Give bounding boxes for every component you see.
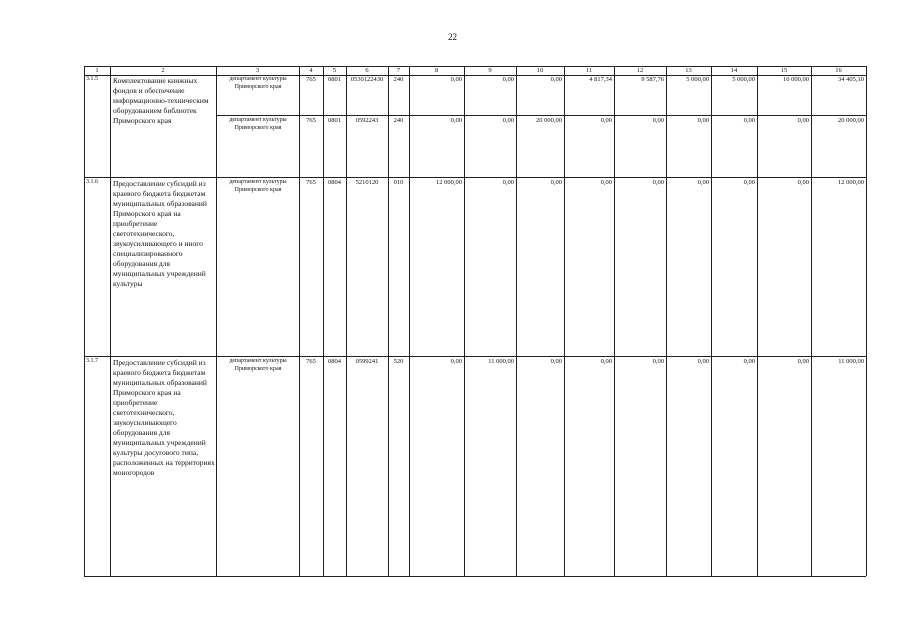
cell-col-10: 0,00 [550,76,562,83]
header-col-1: 1 [95,67,99,74]
cell-col-12: 0,00 [652,358,664,365]
cell-col-11: 0,00 [600,179,612,186]
col-line [409,66,410,576]
cell-col-8: 12 000,00 [436,179,462,186]
header-col-13: 13 [685,67,692,74]
cell-col-11: 4 817,34 [589,76,612,83]
department: департамент культуры Приморского края [229,117,287,131]
row-separator [84,177,866,178]
row-id: 3.1.6 [86,179,98,185]
header-col-9: 9 [488,67,492,74]
department: департамент культуры Приморского края [229,179,287,193]
cell-col-16: 12 000,00 [838,179,864,186]
item-name: Предоставление субсидий из краевого бюджета бюджетам муниципальных образований Приморского края на приобретение светотехнического, звукоусиливающего и иного специализированного оборудования для муниципальных учреждений культуры [113,179,207,288]
cell-col-6: 0530122430 [350,76,384,83]
cell-col-12: 9 587,76 [641,76,664,83]
cell-col-10: 0,00 [550,179,562,186]
cell-col-9: 0,00 [502,76,514,83]
cell-col-16: 20 000,00 [838,117,864,124]
cell-col-16: 34 405,10 [838,76,864,83]
header-col-11: 11 [585,67,593,74]
col-line [216,66,217,576]
header-col-12: 12 [636,67,644,74]
col-line [757,66,758,576]
cell-col-14: 0,00 [743,117,755,124]
cell-col-4: 765 [306,358,316,365]
cell-col-14: 5 000,00 [732,76,755,83]
col-line [388,66,389,576]
header-col-14: 14 [730,67,738,74]
header-col-8: 8 [434,67,439,74]
header-col-6: 6 [365,67,369,74]
cell-col-9: 0,00 [502,117,514,124]
header-col-2: 2 [161,67,165,74]
cell-col-5: 0804 [328,358,341,365]
col-line [110,66,111,576]
header-col-16: 16 [835,67,842,74]
row-3-1-5-inner-separator [216,115,866,116]
cell-col-4: 765 [306,117,316,124]
col-line [666,66,667,576]
cell-col-9: 11 000,00 [488,358,514,365]
item-name: Комплектование книжных фондов и обеспечение информационно-техническим оборудованием библиотек Приморского края [113,76,209,125]
cell-col-7: 520 [393,358,404,365]
row-id: 3.1.7 [86,358,98,364]
col-line [811,66,812,576]
cell-col-10: 20 000,00 [536,117,562,124]
cell-col-6: 0599241 [355,358,379,365]
cell-col-8: 0,00 [450,117,462,124]
cell-col-5: 0801 [328,117,341,124]
cell-col-13: 5 000,00 [686,76,709,83]
header-col-4: 4 [309,67,313,74]
cell-col-15: 0,00 [797,117,809,124]
cell-col-4: 765 [306,179,316,186]
row-id: 3.1.5 [86,76,98,82]
cell-col-14: 0,00 [743,179,755,186]
header-col-10: 10 [536,67,544,74]
department: департамент культуры Приморского края [229,76,287,90]
header-col-7: 7 [396,67,401,74]
cell-col-4: 765 [306,76,316,83]
col-line [84,66,85,576]
col-line [711,66,712,576]
cell-col-16: 11 000,00 [838,358,864,365]
page-number: 22 [448,32,457,42]
budget-table [84,66,866,576]
cell-col-5: 0801 [328,76,341,83]
table-bottom-border [84,576,866,577]
col-line [614,66,615,576]
department: департамент культуры Приморского края [229,358,287,372]
cell-col-8: 0,00 [450,76,462,83]
col-line [323,66,324,576]
cell-col-7: 240 [393,117,404,124]
cell-col-10: 0,00 [550,358,562,365]
cell-col-13: 0,00 [697,117,709,124]
col-line [564,66,565,576]
cell-col-12: 0,00 [652,179,664,186]
cell-col-8: 0,00 [450,358,462,365]
col-line [346,66,347,576]
col-line [866,66,867,576]
header-col-3: 3 [255,67,260,74]
cell-col-15: 0,00 [797,179,809,186]
cell-col-5: 0804 [328,179,341,186]
cell-col-13: 0,00 [697,179,709,186]
col-line [299,66,300,576]
cell-col-6: 5210120 [355,179,379,186]
cell-col-11: 0,00 [600,358,612,365]
col-line [464,66,465,576]
row-separator [84,356,866,357]
cell-col-9: 0,00 [502,179,514,186]
cell-col-15: 0,00 [797,358,809,365]
header-col-5: 5 [332,67,337,74]
cell-col-12: 0,00 [652,117,664,124]
cell-col-7: 010 [393,179,404,186]
cell-col-7: 240 [393,76,404,83]
item-name: Предоставление субсидий из краевого бюджета бюджетам муниципальных образований Приморского края на приобретение светотехнического, звукоусиливающего оборудования для муниципальных учреждений культуры досугового типа, расположенных на территориях моногородов [113,358,215,477]
cell-col-6: 0592243 [355,117,379,124]
cell-col-15: 10 000,00 [783,76,809,83]
header-col-15: 15 [780,67,788,74]
cell-col-13: 0,00 [697,358,709,365]
cell-col-11: 0,00 [600,117,612,124]
col-line [516,66,517,576]
cell-col-14: 0,00 [743,358,755,365]
